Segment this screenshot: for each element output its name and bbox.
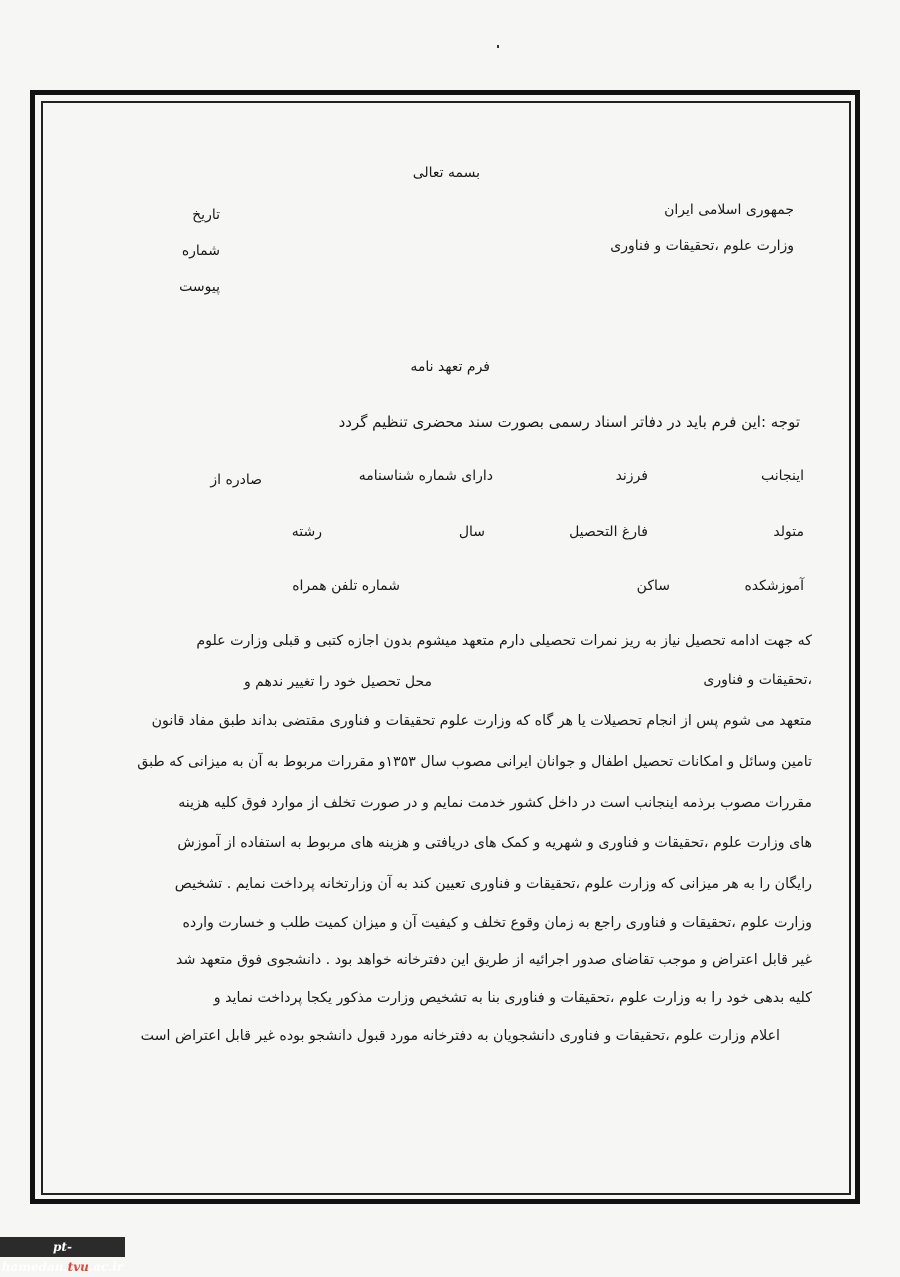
- field-label-mobile-number: شماره تلفن همراه: [292, 578, 400, 594]
- field-label-year: سال: [458, 524, 485, 540]
- body-line: محل تحصیل خود را تغییر ندهم و: [243, 674, 432, 690]
- body-line: وزارت علوم ،تحقیقات و فناوری راجع به زمان وقوع تخلف و کیفیت آن و میزان کمیت طلب و خسارت وارده: [182, 915, 812, 931]
- body-line: رایگان را به هر میزانی که وزارت علوم ،تحقیقات و فناوری تعیین کند به آن وزارتخانه پرداخت نمایم . تشخیص: [174, 876, 812, 892]
- field-label-college: آموزشکده: [744, 578, 804, 594]
- field-label-id-number: دارای شماره شناسنامه: [358, 468, 493, 484]
- date-label: تاریخ: [192, 207, 220, 223]
- body-line: تامین وسائل و امکانات تحصیل اطفال و جوانان ایرانی مصوب سال ۱۳۵۳و مقررات مربوط به آن به میزانی که طبق: [137, 754, 812, 770]
- basmala-heading: بسمه تعالی: [412, 165, 480, 181]
- body-line: مقررات مصوب برذمه اینجانب است در داخل کشور خدمت نمایم و در صورت تخلف از موارد فوق کلیه هزینه: [178, 795, 812, 811]
- republic-label: جمهوری اسلامی ایران: [664, 202, 794, 218]
- form-title: فرم تعهد نامه: [410, 359, 490, 375]
- body-line: غیر قابل اعتراض و موجب تقاضای صدور اجرائیه از طریق این دفترخانه خواهد بود . دانشجوی فوق متعهد شد: [176, 952, 812, 968]
- body-line: اعلام وزارت علوم ،تحقیقات و فناوری دانشجویان به دفترخانه مورد قبول دانشجو بوده غیر قابل اعتراض است: [140, 1028, 780, 1044]
- body-line: کلیه بدهی خود را به وزارت علوم ،تحقیقات و فناوری بنا به تشخیص وزارت مذکور یکجا پرداخت نماید و: [213, 990, 812, 1006]
- body-line: های وزارت علوم ،تحقیقات و فناوری و شهریه و کمک های دریافتی و هزینه های مربوط به استفاده از آموزش: [177, 835, 812, 851]
- attachment-label: پیوست: [179, 279, 220, 295]
- number-label: شماره: [181, 243, 220, 259]
- field-label-born: متولد: [773, 524, 804, 540]
- scan-speck: [497, 45, 499, 48]
- field-label-graduate: فارغ التحصیل: [569, 524, 648, 540]
- body-line: ،تحقیقات و فناوری: [703, 672, 812, 688]
- body-line: که جهت ادامه تحصیل نیاز به ریز نمرات تحصیلی دارم متعهد میشوم بدون اجازه کتبی و قبلی وزارت علوم: [196, 633, 812, 649]
- field-label-major: رشته: [291, 524, 322, 540]
- field-label-resident-of: ساکن: [636, 578, 670, 594]
- body-line: متعهد می شوم پس از انجام تحصیلات یا هر گاه که وزارت علوم تحقیقات و فناوری مقتضی بداند طبق مفاد قانون: [151, 713, 812, 729]
- site-watermark-tag: pt-hamedan.tvu.ac.ir: [0, 1237, 125, 1257]
- ministry-label: وزارت علوم ،تحقیقات و فناوری: [610, 238, 794, 254]
- field-label-issued-from: صادره از: [210, 472, 262, 488]
- field-label-undersigned: اینجانب: [761, 468, 804, 484]
- notarization-notice: توجه :این فرم باید در دفاتر اسناد رسمی بصورت سند محضری تنظیم گردد: [338, 413, 800, 431]
- field-label-child-of: فرزند: [615, 468, 648, 484]
